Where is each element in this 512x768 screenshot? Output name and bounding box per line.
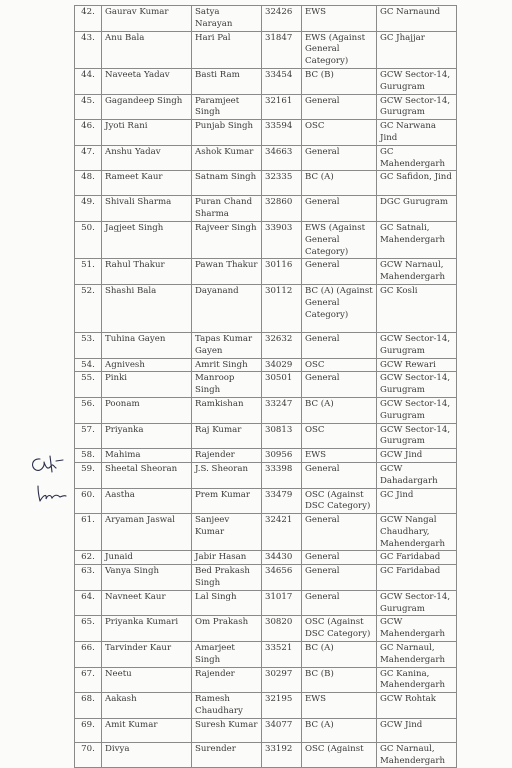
table-row bbox=[75, 259, 457, 285]
category-cell: BC (A) bbox=[302, 642, 377, 668]
allotted-college-cell: GC Safidon, Jind bbox=[377, 171, 457, 196]
table-row bbox=[75, 551, 457, 565]
allotted-college-cell: GC Narnaul, Mahendergarh bbox=[377, 742, 457, 768]
handwritten-initial-signature-2 bbox=[34, 482, 70, 504]
father-name-cell: Paramjeet Singh bbox=[192, 94, 262, 120]
roll-number-cell: 33903 bbox=[262, 221, 302, 258]
allotted-college-cell: GC Faridabad bbox=[377, 565, 457, 591]
table-row bbox=[75, 68, 457, 94]
serial-number-cell: 69. bbox=[75, 718, 102, 742]
allotted-college-cell: GCW Sector-14, Gurugram bbox=[377, 590, 457, 616]
candidate-name-cell: Neetu bbox=[102, 667, 192, 693]
allotted-college-cell: GCW Sector-14, Gurugram bbox=[377, 372, 457, 398]
category-cell: General bbox=[302, 590, 377, 616]
table-row bbox=[75, 565, 457, 591]
category-cell: General bbox=[302, 145, 377, 171]
candidate-name-cell: Tarvinder Kaur bbox=[102, 642, 192, 668]
category-cell: General bbox=[302, 372, 377, 398]
candidate-name-cell: Aryaman Jaswal bbox=[102, 514, 192, 551]
candidate-name-cell: Shashi Bala bbox=[102, 284, 192, 332]
candidate-name-cell: Tuhina Gayen bbox=[102, 332, 192, 358]
serial-number-cell: 47. bbox=[75, 145, 102, 171]
candidate-name-cell: Priyanka bbox=[102, 423, 192, 449]
father-name-cell: J.S. Sheoran bbox=[192, 462, 262, 488]
roll-number-cell: 33247 bbox=[262, 397, 302, 423]
father-name-cell: Amrit Singh bbox=[192, 358, 262, 372]
father-name-cell: Tapas Kumar Gayen bbox=[192, 332, 262, 358]
candidate-name-cell: Rameet Kaur bbox=[102, 171, 192, 196]
allotted-college-cell: GC Kosli bbox=[377, 284, 457, 332]
father-name-cell: Rajender bbox=[192, 449, 262, 463]
roll-number-cell: 34077 bbox=[262, 718, 302, 742]
allotted-college-cell: DGC Gurugram bbox=[377, 196, 457, 222]
father-name-cell: Jabir Hasan bbox=[192, 551, 262, 565]
candidate-name-cell: Divya bbox=[102, 742, 192, 768]
roll-number-cell: 30116 bbox=[262, 259, 302, 285]
category-cell: General bbox=[302, 332, 377, 358]
allotted-college-cell: GC Faridabad bbox=[377, 551, 457, 565]
serial-number-cell: 57. bbox=[75, 423, 102, 449]
table-row bbox=[75, 31, 457, 68]
roll-number-cell: 30956 bbox=[262, 449, 302, 463]
table-row bbox=[75, 488, 457, 514]
roll-number-cell: 33594 bbox=[262, 120, 302, 146]
candidate-name-cell: Vanya Singh bbox=[102, 565, 192, 591]
table-row bbox=[75, 590, 457, 616]
serial-number-cell: 44. bbox=[75, 68, 102, 94]
allotted-college-cell: GCW Sector-14, Gurugram bbox=[377, 94, 457, 120]
father-name-cell: Amarjeet Singh bbox=[192, 642, 262, 668]
category-cell: General bbox=[302, 565, 377, 591]
table-row bbox=[75, 372, 457, 398]
allotted-college-cell: GC Jind bbox=[377, 488, 457, 514]
table-body bbox=[75, 6, 457, 768]
serial-number-cell: 59. bbox=[75, 462, 102, 488]
father-name-cell: Suresh Kumar bbox=[192, 718, 262, 742]
candidate-name-cell: Gagandeep Singh bbox=[102, 94, 192, 120]
father-name-cell: Punjab Singh bbox=[192, 120, 262, 146]
allotted-college-cell: GCW Sector-14, Gurugram bbox=[377, 397, 457, 423]
roll-number-cell: 30112 bbox=[262, 284, 302, 332]
category-cell: EWS (Against General Category) bbox=[302, 31, 377, 68]
candidate-name-cell: Priyanka Kumari bbox=[102, 616, 192, 642]
candidate-name-cell: Sheetal Sheoran bbox=[102, 462, 192, 488]
serial-number-cell: 68. bbox=[75, 693, 102, 719]
roll-number-cell: 33398 bbox=[262, 462, 302, 488]
roll-number-cell: 32335 bbox=[262, 171, 302, 196]
roll-number-cell: 34663 bbox=[262, 145, 302, 171]
category-cell: BC (B) bbox=[302, 68, 377, 94]
table-row bbox=[75, 6, 457, 32]
table-row bbox=[75, 693, 457, 719]
table-row bbox=[75, 742, 457, 768]
table-row bbox=[75, 397, 457, 423]
roll-number-cell: 31017 bbox=[262, 590, 302, 616]
allotted-college-cell: GCW Nangal Chaudhary, Mahendergarh bbox=[377, 514, 457, 551]
category-cell: General bbox=[302, 462, 377, 488]
allotted-college-cell: GC Mahendergarh bbox=[377, 145, 457, 171]
allotted-college-cell: GCW Mahendergarh bbox=[377, 616, 457, 642]
allotted-college-cell: GC Kanina, Mahendergarh bbox=[377, 667, 457, 693]
category-cell: OSC (Against bbox=[302, 742, 377, 768]
father-name-cell: Hari Pal bbox=[192, 31, 262, 68]
father-name-cell: Ashok Kumar bbox=[192, 145, 262, 171]
category-cell: EWS (Against General Category) bbox=[302, 221, 377, 258]
serial-number-cell: 55. bbox=[75, 372, 102, 398]
category-cell: General bbox=[302, 259, 377, 285]
allotted-college-cell: GCW Jind bbox=[377, 449, 457, 463]
serial-number-cell: 49. bbox=[75, 196, 102, 222]
allotted-college-cell: GCW Sector-14, Gurugram bbox=[377, 68, 457, 94]
allotted-college-cell: GC Satnali, Mahendergarh bbox=[377, 221, 457, 258]
candidate-name-cell: Pinki bbox=[102, 372, 192, 398]
roll-number-cell: 30813 bbox=[262, 423, 302, 449]
serial-number-cell: 48. bbox=[75, 171, 102, 196]
candidate-name-cell: Agnivesh bbox=[102, 358, 192, 372]
father-name-cell: Lal Singh bbox=[192, 590, 262, 616]
roll-number-cell: 32195 bbox=[262, 693, 302, 719]
father-name-cell: Puran Chand Sharma bbox=[192, 196, 262, 222]
serial-number-cell: 67. bbox=[75, 667, 102, 693]
father-name-cell: Sanjeev Kumar bbox=[192, 514, 262, 551]
category-cell: BC (A) bbox=[302, 397, 377, 423]
allotted-college-cell: GC Narwana Jind bbox=[377, 120, 457, 146]
serial-number-cell: 46. bbox=[75, 120, 102, 146]
table-row bbox=[75, 284, 457, 332]
handwritten-initial-signature bbox=[26, 452, 66, 476]
serial-number-cell: 65. bbox=[75, 616, 102, 642]
merit-list-table bbox=[74, 5, 457, 768]
candidate-name-cell: Anshu Yadav bbox=[102, 145, 192, 171]
table-row bbox=[75, 120, 457, 146]
serial-number-cell: 56. bbox=[75, 397, 102, 423]
allotted-college-cell: GCW Rohtak bbox=[377, 693, 457, 719]
roll-number-cell: 33454 bbox=[262, 68, 302, 94]
roll-number-cell: 30820 bbox=[262, 616, 302, 642]
allotted-college-cell: GC Narnaund bbox=[377, 6, 457, 32]
table-row bbox=[75, 616, 457, 642]
table-row bbox=[75, 449, 457, 463]
serial-number-cell: 62. bbox=[75, 551, 102, 565]
candidate-name-cell: Jagjeet Singh bbox=[102, 221, 192, 258]
serial-number-cell: 58. bbox=[75, 449, 102, 463]
serial-number-cell: 63. bbox=[75, 565, 102, 591]
father-name-cell: Bed Prakash Singh bbox=[192, 565, 262, 591]
category-cell: OSC (Against DSC Category) bbox=[302, 488, 377, 514]
roll-number-cell: 33521 bbox=[262, 642, 302, 668]
category-cell: OSC bbox=[302, 120, 377, 146]
category-cell: BC (A) (Against General Category) bbox=[302, 284, 377, 332]
serial-number-cell: 51. bbox=[75, 259, 102, 285]
table-row bbox=[75, 423, 457, 449]
roll-number-cell: 30297 bbox=[262, 667, 302, 693]
father-name-cell: Satnam Singh bbox=[192, 171, 262, 196]
allotted-college-cell: GC Jhajjar bbox=[377, 31, 457, 68]
roll-number-cell: 32426 bbox=[262, 6, 302, 32]
category-cell: OSC (Against DSC Category) bbox=[302, 616, 377, 642]
serial-number-cell: 53. bbox=[75, 332, 102, 358]
allotted-college-cell: GCW Jind bbox=[377, 718, 457, 742]
serial-number-cell: 42. bbox=[75, 6, 102, 32]
allotted-college-cell: GCW Sector-14, Gurugram bbox=[377, 332, 457, 358]
table-row bbox=[75, 718, 457, 742]
father-name-cell: Rajender bbox=[192, 667, 262, 693]
category-cell: EWS bbox=[302, 693, 377, 719]
roll-number-cell: 32860 bbox=[262, 196, 302, 222]
category-cell: BC (A) bbox=[302, 718, 377, 742]
father-name-cell: Prem Kumar bbox=[192, 488, 262, 514]
allotted-college-cell: GCW Narnaul, Mahendergarh bbox=[377, 259, 457, 285]
candidate-name-cell: Navneet Kaur bbox=[102, 590, 192, 616]
father-name-cell: Raj Kumar bbox=[192, 423, 262, 449]
allotted-college-cell: GCW Rewari bbox=[377, 358, 457, 372]
father-name-cell: Surender bbox=[192, 742, 262, 768]
candidate-name-cell: Anu Bala bbox=[102, 31, 192, 68]
roll-number-cell: 33479 bbox=[262, 488, 302, 514]
serial-number-cell: 66. bbox=[75, 642, 102, 668]
candidate-name-cell: Naveeta Yadav bbox=[102, 68, 192, 94]
category-cell: OSC bbox=[302, 358, 377, 372]
candidate-name-cell: Amit Kumar bbox=[102, 718, 192, 742]
candidate-name-cell: Poonam bbox=[102, 397, 192, 423]
table-row bbox=[75, 332, 457, 358]
candidate-name-cell: Gaurav Kumar bbox=[102, 6, 192, 32]
allotted-college-cell: GCW Sector-14, Gurugram bbox=[377, 423, 457, 449]
serial-number-cell: 54. bbox=[75, 358, 102, 372]
father-name-cell: Ramesh Chaudhary bbox=[192, 693, 262, 719]
table-row bbox=[75, 667, 457, 693]
father-name-cell: Dayanand bbox=[192, 284, 262, 332]
candidate-name-cell: Rahul Thakur bbox=[102, 259, 192, 285]
roll-number-cell: 33192 bbox=[262, 742, 302, 768]
table-row bbox=[75, 514, 457, 551]
category-cell: General bbox=[302, 514, 377, 551]
serial-number-cell: 45. bbox=[75, 94, 102, 120]
father-name-cell: Satya Narayan bbox=[192, 6, 262, 32]
father-name-cell: Ramkishan bbox=[192, 397, 262, 423]
serial-number-cell: 64. bbox=[75, 590, 102, 616]
category-cell: BC (A) bbox=[302, 171, 377, 196]
table-row bbox=[75, 171, 457, 196]
table-row bbox=[75, 196, 457, 222]
father-name-cell: Rajveer Singh bbox=[192, 221, 262, 258]
candidate-name-cell: Mahima bbox=[102, 449, 192, 463]
candidate-name-cell: Shivali Sharma bbox=[102, 196, 192, 222]
table-row bbox=[75, 642, 457, 668]
category-cell: General bbox=[302, 551, 377, 565]
category-cell: EWS bbox=[302, 449, 377, 463]
serial-number-cell: 50. bbox=[75, 221, 102, 258]
table-row bbox=[75, 462, 457, 488]
table-row bbox=[75, 94, 457, 120]
father-name-cell: Om Prakash bbox=[192, 616, 262, 642]
father-name-cell: Manroop Singh bbox=[192, 372, 262, 398]
father-name-cell: Pawan Thakur bbox=[192, 259, 262, 285]
father-name-cell: Basti Ram bbox=[192, 68, 262, 94]
candidate-name-cell: Junaid bbox=[102, 551, 192, 565]
candidate-name-cell: Aakash bbox=[102, 693, 192, 719]
candidate-name-cell: Aastha bbox=[102, 488, 192, 514]
serial-number-cell: 60. bbox=[75, 488, 102, 514]
category-cell: BC (B) bbox=[302, 667, 377, 693]
serial-number-cell: 43. bbox=[75, 31, 102, 68]
roll-number-cell: 32421 bbox=[262, 514, 302, 551]
roll-number-cell: 30501 bbox=[262, 372, 302, 398]
table-row bbox=[75, 358, 457, 372]
roll-number-cell: 32161 bbox=[262, 94, 302, 120]
roll-number-cell: 31847 bbox=[262, 31, 302, 68]
category-cell: General bbox=[302, 196, 377, 222]
serial-number-cell: 70. bbox=[75, 742, 102, 768]
roll-number-cell: 34430 bbox=[262, 551, 302, 565]
category-cell: EWS bbox=[302, 6, 377, 32]
category-cell: General bbox=[302, 94, 377, 120]
roll-number-cell: 34656 bbox=[262, 565, 302, 591]
serial-number-cell: 61. bbox=[75, 514, 102, 551]
allotted-college-cell: GC Narnaul, Mahendergarh bbox=[377, 642, 457, 668]
table-row bbox=[75, 145, 457, 171]
candidate-name-cell: Jyoti Rani bbox=[102, 120, 192, 146]
allotted-college-cell: GCW Dahadargarh bbox=[377, 462, 457, 488]
roll-number-cell: 32632 bbox=[262, 332, 302, 358]
category-cell: OSC bbox=[302, 423, 377, 449]
serial-number-cell: 52. bbox=[75, 284, 102, 332]
roll-number-cell: 34029 bbox=[262, 358, 302, 372]
table-row bbox=[75, 221, 457, 258]
